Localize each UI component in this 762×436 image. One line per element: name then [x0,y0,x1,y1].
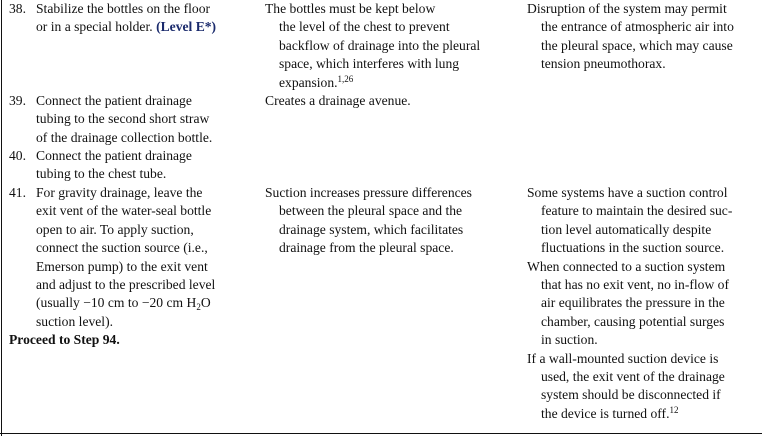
step-number: 41. [9,185,26,200]
note-text-line: tion level automatically despite [541,221,712,237]
step-text-line: and adjust to the prescribed level [36,277,216,293]
step-text-line: suction level). [36,313,114,329]
note-text-line: Disruption of the system may permit [527,1,727,16]
notes-cell-38 [527,0,762,74]
step-text-line: Connect the patient drainage [36,148,192,163]
bottom-border-rule [0,433,762,434]
step-text-line: exit vent of the water-seal bottle [36,203,212,219]
rationale-text-line: drainage system, which facilitates [279,221,464,237]
evidence-level: (Level E*) [156,19,217,35]
note-paragraph [527,258,762,350]
step-cell-41 [9,184,254,350]
note-text-line: that has no exit vent, no in-flow of [541,277,730,293]
proceed-instruction: Proceed to Step 94. [9,332,120,348]
rationale-text-line: Suction increases pressure differences [265,185,472,200]
reference-superscript: 1,26 [337,73,354,84]
note-text-line: air equilibrates the pressure in the [541,295,725,311]
notes-cell-41 [527,184,762,423]
rationale-cell-41 [265,184,517,258]
note-text-line: fluctuations in the suction source. [541,240,725,256]
note-text-line: the device is turned off. [541,405,670,421]
step-text-line: Connect the patient drainage [36,93,192,108]
reference-superscript: 12 [669,404,679,415]
note-text-line: used, the exit vent of the drainage [541,369,725,385]
note-text-line: tension pneumothorax. [541,56,666,72]
rationale-cell-38 [265,0,517,92]
note-text-line: chamber, causing potential surges [541,313,725,329]
rationale-text-line: expansion. [279,74,338,90]
step-text-line: of the drainage collection bottle. [36,129,213,145]
step-text-line: or in a special holder. [36,19,153,35]
rationale-text-line: backflow of drainage into the pleural [279,37,481,53]
note-text-line: system should be disconnected if [541,387,721,403]
note-text-line: the entrance of atmospheric air into [541,19,734,35]
subscript-2: 2 [196,302,201,313]
step-cell-40 [9,147,254,184]
left-border-rule [1,0,2,436]
note-text-line: If a wall-mounted suction device is [527,350,719,366]
rationale-text-line: the level of the chest to prevent [279,19,450,35]
step-text-line: O [200,295,211,311]
note-text-line: in suction. [541,332,598,348]
note-text-line: feature to maintain the desired suc- [541,203,733,219]
note-paragraph [527,184,762,258]
step-text-line: For gravity drainage, leave the [36,185,203,200]
step-number: 40. [9,148,26,163]
rationale-text-line: space, which interferes with lung [279,56,460,72]
step-text-line: connect the suction source (i.e., [36,240,208,256]
note-text-line: When connected to a suction system [527,258,726,274]
step-cell-39 [9,92,254,147]
note-text-line: Some systems have a suction control [527,185,728,200]
step-text-line: tubing to the second short straw [36,111,210,127]
rationale-text-line: drainage from the pleural space. [279,240,454,256]
step-text-line: Emerson pump) to the exit vent [36,258,208,274]
step-number: 39. [9,93,26,108]
step-number: 38. [9,1,26,16]
step-text-line: (usually −10 cm to −20 cm H [36,295,197,311]
note-text-line: the pleural space, which may cause [541,37,733,53]
step-text-line: Stabilize the bottles on the floor [36,1,211,16]
step-text-line: open to air. To apply suction, [36,221,194,237]
step-cell-38 [9,0,254,37]
rationale-cell-39 [265,92,517,110]
rationale-text-line: Creates a drainage avenue. [265,93,411,108]
step-text-line: tubing to the chest tube. [36,166,167,182]
note-paragraph [527,350,762,424]
rationale-text-line: between the pleural space and the [279,203,463,219]
rationale-text-line: The bottles must be kept below [265,1,436,16]
